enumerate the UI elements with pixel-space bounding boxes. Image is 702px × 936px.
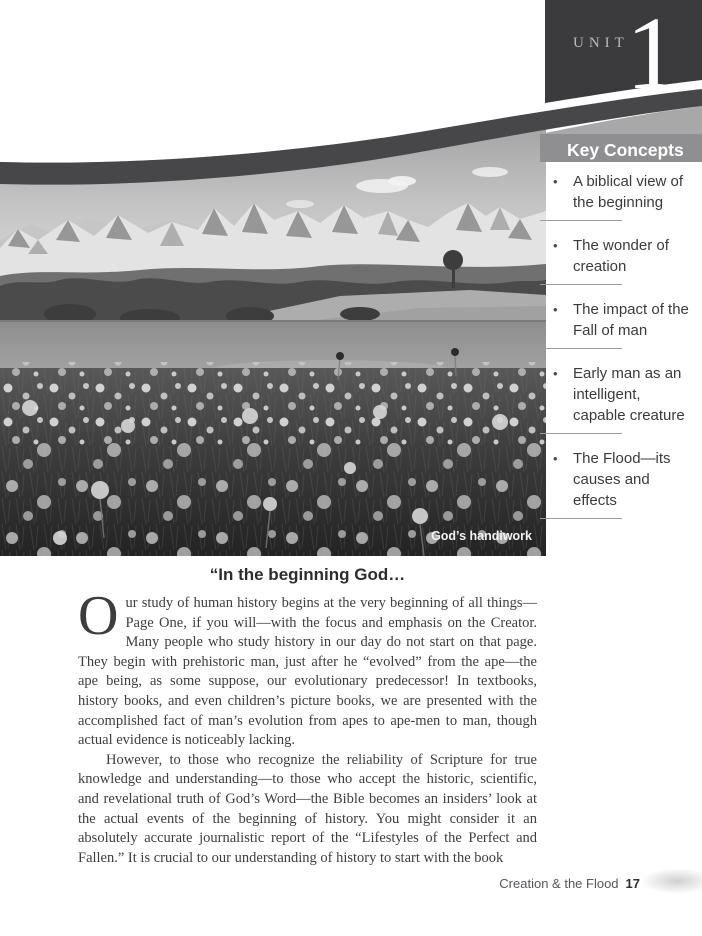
key-concept-divider <box>540 518 622 519</box>
key-concept-label: A biblical view of the beginning <box>573 173 684 211</box>
key-concepts-heading: Key Concepts <box>567 140 684 160</box>
footer-book-title: Creation & the Flood <box>499 876 619 891</box>
unit-label: UNIT <box>573 35 629 51</box>
key-concept-item <box>540 448 702 511</box>
key-concept-label: The wonder of creation <box>573 237 669 275</box>
bullet-icon: • <box>553 238 558 253</box>
key-concept-divider <box>540 433 622 434</box>
bullet-icon: • <box>553 302 558 317</box>
key-concepts-list <box>540 171 702 533</box>
paragraph-1-text: ur study of human history begins at the very beginning of all things—Page One, if you will—with the focus and emphasis on the Creator. Many people who study history in our day do not start on that page. They begin with prehistoric man, just after he “evolved” from the ape—the ape being, as some suppose, our evolutionary predecessor! In textbooks, history books, and even children’s picture books, we are presented with the accomplished fact of man’s evolution from apes to ape-men to man, though actual evidence is noticeably lacking. <box>78 595 537 749</box>
key-concept-item <box>540 299 702 341</box>
paragraph-1 <box>78 585 537 751</box>
key-concept-divider <box>540 284 622 285</box>
paragraph-2: However, to those who recognize the reliability of Scripture for true knowledge and understanding—to those who accept the historic, scientific, and revelational truth of God’s Word—the Bible becomes an insiders’ look at the actual events of the beginning of history. You might consider it an absolutely accurate journalistic report of the “Lifestyles of the Perfect and Fallen.” It is crucial to our understanding of history to start with the book <box>78 751 537 866</box>
page-footer <box>499 876 640 891</box>
key-concept-divider <box>540 220 622 221</box>
photo-caption: God’s handiwork <box>431 529 532 543</box>
key-concept-divider <box>540 348 622 349</box>
key-concept-label: Early man as an intelligent, capable creature <box>573 365 685 424</box>
bullet-icon: • <box>553 174 558 189</box>
key-concept-item <box>540 171 702 213</box>
key-concept-item <box>540 235 702 277</box>
key-concept-label: The impact of the Fall of man <box>573 301 689 339</box>
section-heading: “In the beginning God… <box>209 565 406 584</box>
bullet-icon: • <box>553 451 558 466</box>
footer-page-number: 17 <box>625 876 640 891</box>
bullet-icon: • <box>553 366 558 381</box>
unit-number: 1 <box>626 0 678 111</box>
key-concept-label: The Flood—its causes and effects <box>573 450 671 509</box>
scan-blotch <box>640 868 702 894</box>
header-banner <box>0 0 702 200</box>
article-body <box>78 585 537 868</box>
key-concept-item <box>540 363 702 426</box>
dropcap: O <box>78 585 119 647</box>
